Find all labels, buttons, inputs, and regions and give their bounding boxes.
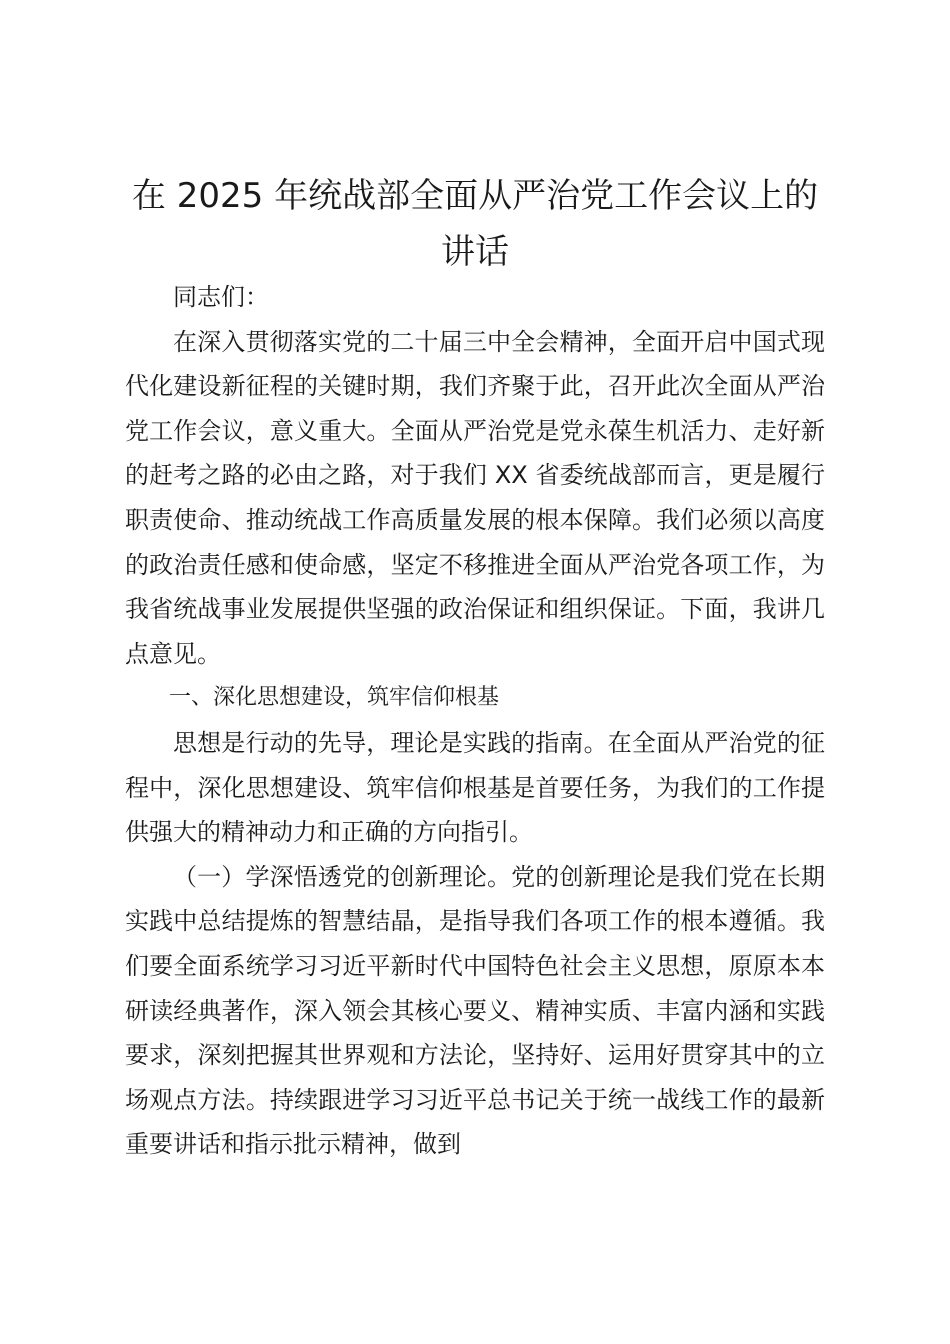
salutation-paragraph: 同志们： <box>173 283 269 311</box>
section-1-paragraph: 思想是行动的先导，理论是实践的指南。在全面从严治党的征程中，深化思想建设、筑牢信仰根基是首要任务，为我们的工作提供强大的精神动力和正确的方向指引。 <box>125 728 825 847</box>
subsection-1-paragraph: （一）学深悟透党的创新理论。党的创新理论是我们党在长期实践中总结提炼的智慧结晶，是指导我们各项工作的根本遵循。我们要全面系统学习习近平新时代中国特色社会主义思想，原原本本研读经典著作，深入领会其核心要义、精神实质、丰富内涵和实践要求，深刻把握其世界观和方法论，坚持好、运用好贯穿其中的立场观点方法。持续跟进学习习近平总书记关于统一战线工作的最新重要讲话和指示批示精神，做到 <box>125 862 825 1159</box>
section-heading-1: 一、深化思想建设，筑牢信仰根基 <box>169 685 500 711</box>
document-title: 在 2025 年统战部全面从严治党工作会议上的讲话 <box>131 176 819 272</box>
document-body <box>125 275 825 1167</box>
intro-paragraph: 在深入贯彻落实党的二十届三中全会精神，全面开启中国式现代化建设新征程的关键时期，我们齐聚于此，召开此次全面从严治党工作会议，意义重大。全面从严治党是党永葆生机活力、走好新的赶考之路的必由之路，对于我们 XX 省委统战部而言，更是履行职责使命、推动统战工作高质量发展的根本保障。我们必须以高度的政治责任感和使命感，坚定不移推进全面从严治党各项工作，为我省统战事业发展提供坚强的政治保证和组织保证。下面，我讲几点意见。 <box>125 327 825 668</box>
